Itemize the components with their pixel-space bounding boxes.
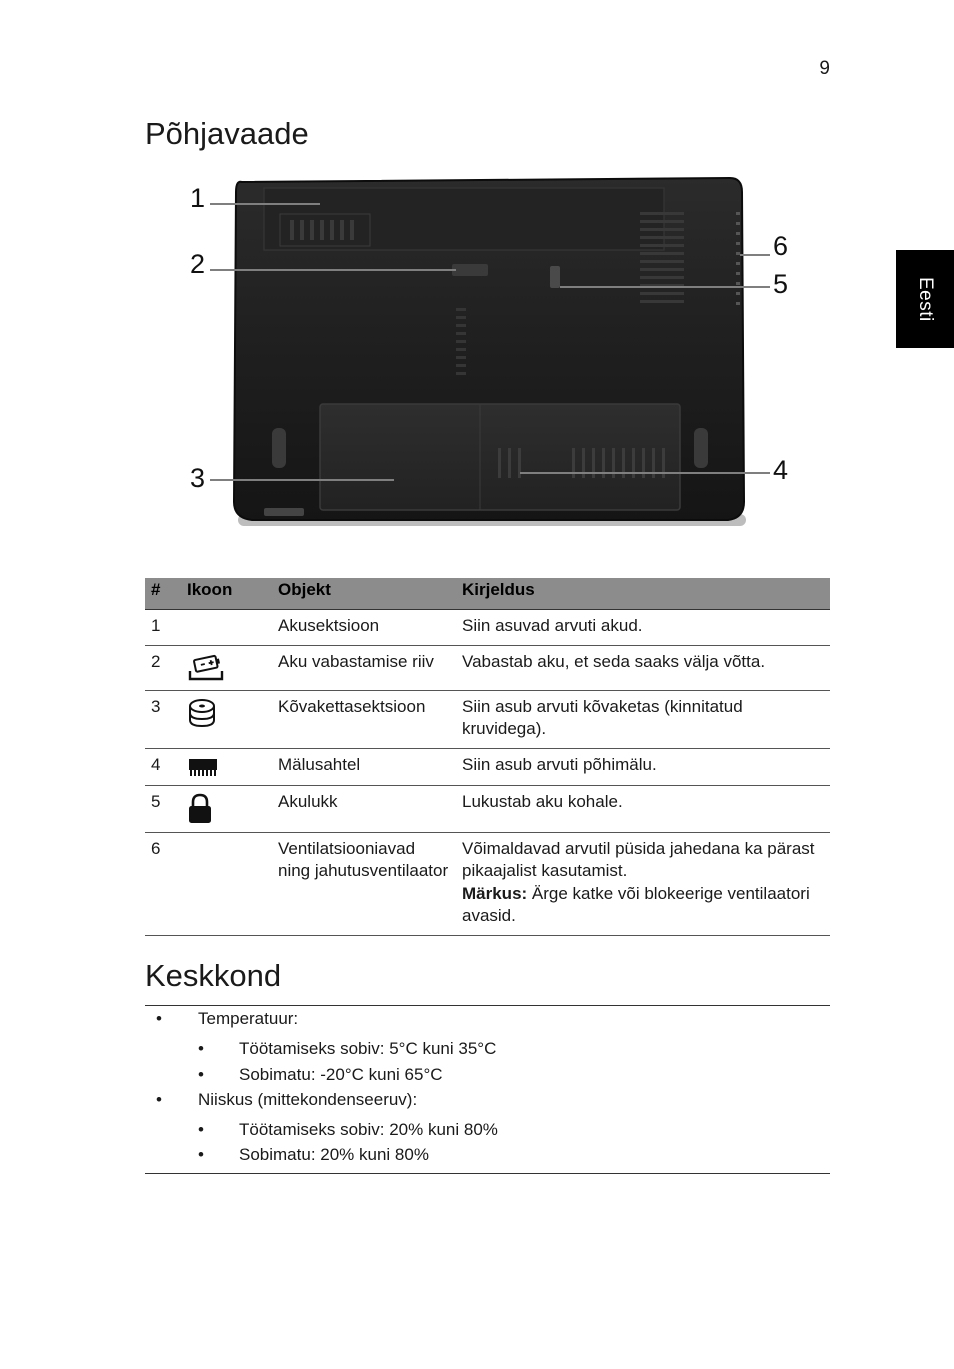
row-icon xyxy=(181,748,272,785)
row-object: Akulukk xyxy=(272,785,456,832)
language-tab-label: Eesti xyxy=(915,276,936,322)
header-object: Objekt xyxy=(272,578,456,610)
bullet: • xyxy=(198,1145,204,1164)
row-number: 5 xyxy=(145,785,181,832)
environment-list xyxy=(145,1005,830,1174)
table-header-row xyxy=(145,578,830,610)
row-object: Mälusahtel xyxy=(272,748,456,785)
bullet: • xyxy=(156,1009,162,1028)
header-number: # xyxy=(145,578,181,610)
callout-4: 4 xyxy=(773,455,789,485)
hard-drive-icon xyxy=(187,698,217,728)
row-description: Vabastab aku, et seda saaks välja võtta. xyxy=(456,645,830,690)
header-description: Kirjeldus xyxy=(456,578,830,610)
row-description: Võimaldavad arvutil püsida jahedana ka pärast pikaajalist kasutamist. xyxy=(462,838,815,880)
callout-1: 1 xyxy=(190,183,206,213)
row-icon xyxy=(181,690,272,748)
table-row xyxy=(145,690,830,748)
row-object: Aku vabastamise riiv xyxy=(272,645,456,690)
bullet: • xyxy=(198,1120,204,1139)
row-object: Ventilatsiooniavad ning jahutusventilaator xyxy=(272,832,456,935)
note-label: Märkus: xyxy=(462,883,528,903)
section-title-bottom-view: Põhjavaade xyxy=(145,116,309,151)
temp-non-operating: Sobimatu: -20°C kuni 65°C xyxy=(239,1065,443,1084)
temp-operating: Töötamiseks sobiv: 5°C kuni 35°C xyxy=(239,1039,497,1058)
hum-operating: Töötamiseks sobiv: 20% kuni 80% xyxy=(239,1120,498,1139)
table-row xyxy=(145,785,830,832)
row-number: 3 xyxy=(145,690,181,748)
memory-icon xyxy=(187,756,219,778)
header-icon: Ikoon xyxy=(181,578,272,610)
bullet: • xyxy=(156,1090,162,1109)
bullet: • xyxy=(198,1039,204,1058)
row-number: 2 xyxy=(145,645,181,690)
row-icon-empty xyxy=(181,610,272,646)
row-number: 4 xyxy=(145,748,181,785)
table-row xyxy=(145,645,830,690)
humidity-label: Niiskus (mittekondenseeruv): xyxy=(198,1090,418,1109)
hum-non-operating: Sobimatu: 20% kuni 80% xyxy=(239,1145,429,1164)
callout-2: 2 xyxy=(190,249,206,279)
lock-icon xyxy=(187,793,213,825)
page-number: 9 xyxy=(819,58,830,79)
row-icon xyxy=(181,645,272,690)
section-title-environment: Keskkond xyxy=(145,958,282,993)
row-description: Siin asub arvuti põhimälu. xyxy=(456,748,830,785)
row-description: Siin asuvad arvuti akud. xyxy=(456,610,830,646)
row-description: Siin asub arvuti kõvaketas (kinnitatud kruvidega). xyxy=(456,690,830,748)
row-icon xyxy=(181,785,272,832)
row-description: Lukustab aku kohale. xyxy=(456,785,830,832)
row-object: Kõvakettasektsioon xyxy=(272,690,456,748)
table-row xyxy=(145,748,830,785)
row-icon-empty xyxy=(181,832,272,935)
row-number: 6 xyxy=(145,832,181,935)
laptop-bottom-illustration xyxy=(180,172,800,542)
callout-6: 6 xyxy=(773,231,789,261)
callout-5: 5 xyxy=(773,269,789,299)
row-object: Akusektsioon xyxy=(272,610,456,646)
row-number: 1 xyxy=(145,610,181,646)
temperature-label: Temperatuur: xyxy=(198,1009,299,1028)
callout-3: 3 xyxy=(190,463,206,493)
laptop-bottom-figure xyxy=(180,172,800,542)
row-description-cell xyxy=(456,832,830,935)
bullet: • xyxy=(198,1065,204,1084)
parts-table xyxy=(145,578,830,936)
table-row xyxy=(145,832,830,935)
battery-release-icon xyxy=(187,653,225,683)
table-row xyxy=(145,610,830,646)
language-tab xyxy=(896,250,954,348)
note-text: Ärge katke või blokeerige ventilaatori avasid. xyxy=(462,883,810,925)
